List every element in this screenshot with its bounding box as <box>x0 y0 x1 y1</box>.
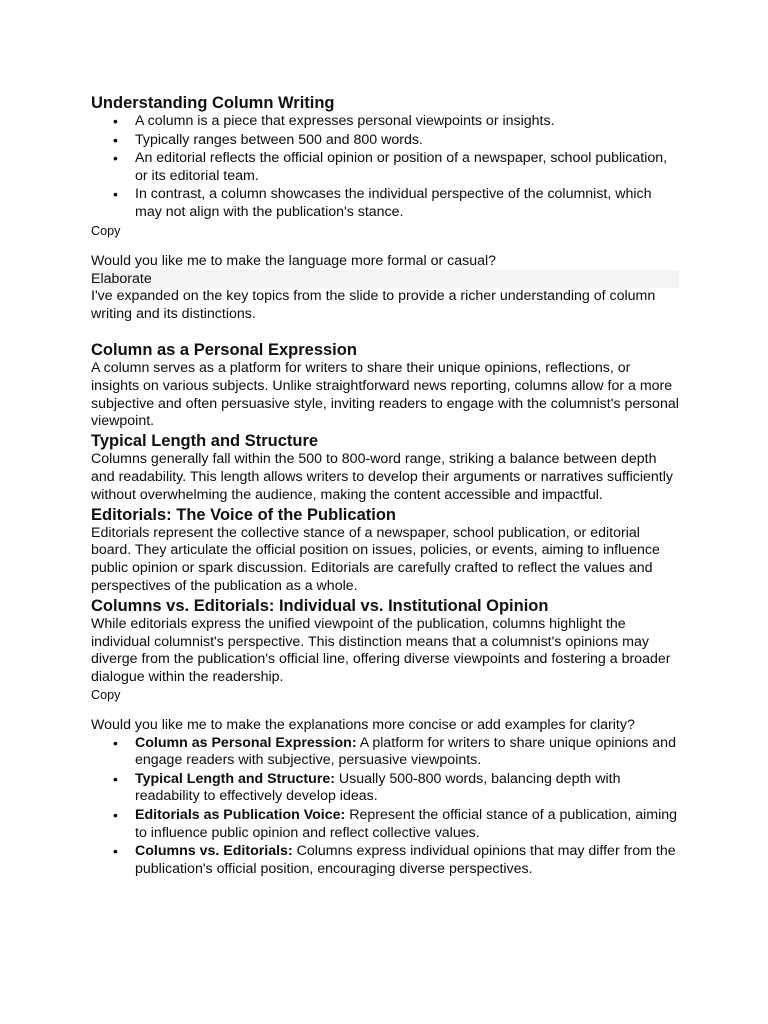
paragraph-column-personal-expression: A column serves as a platform for writers to share their unique opinions, reflections, or insights on various subjects. Unlike straightforward news reporting, columns allow for a more subjective and often persuasive style, inviting readers to engage with the columnist's personal viewpoint. <box>91 359 679 430</box>
heading-columns-vs-editorials: Columns vs. Editorials: Individual vs. Institutional Opinion <box>91 596 549 615</box>
list-item: • In contrast, a column showcases the individual perspective of the columnist, which may not align with the publication's stance. <box>135 186 679 221</box>
heading-understanding-column-writing: Understanding Column Writing <box>91 94 335 112</box>
paragraph-typical-length: Columns generally fall within the 500 to 800-word range, striking a balance between depth and readability. This length allows writers to develop their arguments or narratives sufficiently without overwhelming the audience, making the content accessible and impactful. <box>91 451 673 503</box>
list-item-term: Editorials as Publication Voice: <box>135 807 346 824</box>
list-item: • An editorial reflects the official opinion or position of a newspaper, school publication, or its editorial team. <box>135 150 679 185</box>
copy-button[interactable]: Copy <box>91 223 121 238</box>
follow-up-question: Would you like me to make the explanations more concise or add examples for clarity? <box>91 716 635 733</box>
key-points-list <box>91 113 679 222</box>
summary-list <box>91 735 679 879</box>
elaborate-button[interactable]: Elaborate <box>91 270 679 288</box>
list-item <box>135 843 679 878</box>
heading-editorials-voice: Editorials: The Voice of the Publication <box>91 505 396 524</box>
list-item-text: Usually 500-800 words, balancing depth with readability to effectively develop ideas. <box>135 770 621 805</box>
list-item: • A column is a piece that expresses personal viewpoints or insights. <box>135 113 679 131</box>
document-content <box>91 93 679 879</box>
list-item: • Typically ranges between 500 and 800 words. <box>135 132 679 150</box>
intro-paragraph: I've expanded on the key topics from the slide to provide a richer understanding of column writing and its distinctions. <box>91 288 656 323</box>
paragraph-editorials-voice: Editorials represent the collective stance of a newspaper, school publication, or editorial board. They articulate the official position on issues, policies, or events, aiming to influence public opinion or spark discussion. Editorials are carefully crafted to reflect the values and perspectives of the publication as a whole. <box>91 524 660 594</box>
spacer <box>91 324 679 340</box>
list-item <box>135 807 679 842</box>
list-item-text: A platform for writers to share unique opinions and engage readers with subjective, persuasive viewpoints. <box>135 734 676 769</box>
list-item-term: Columns vs. Editorials: <box>135 843 293 860</box>
paragraph-columns-vs-editorials: While editorials express the unified viewpoint of the publication, columns highlight the individual columnist's perspective. This distinction means that a columnist's opinions may diverge from the publication's official line, offering diverse viewpoints and fostering a broader dialogue within the readership. <box>91 615 671 686</box>
spacer <box>91 703 679 717</box>
list-item-text: Columns express individual opinions that may differ from the publication's official position, encouraging diverse perspectives. <box>135 843 676 877</box>
list-item-term: Typical Length and Structure: <box>135 770 335 787</box>
heading-typical-length: Typical Length and Structure <box>91 432 319 451</box>
spacer <box>91 239 679 253</box>
copy-button[interactable]: Copy <box>91 687 121 702</box>
list-item <box>135 771 679 806</box>
list-item <box>135 735 679 770</box>
list-item-text: Represent the official stance of a publication, aiming to influence public opinion and reflect collective values. <box>135 807 678 841</box>
follow-up-question: Would you like me to make the language more formal or casual? <box>91 252 497 269</box>
list-item-term: Column as Personal Expression: <box>135 734 357 751</box>
heading-column-personal-expression: Column as a Personal Expression <box>91 340 357 359</box>
